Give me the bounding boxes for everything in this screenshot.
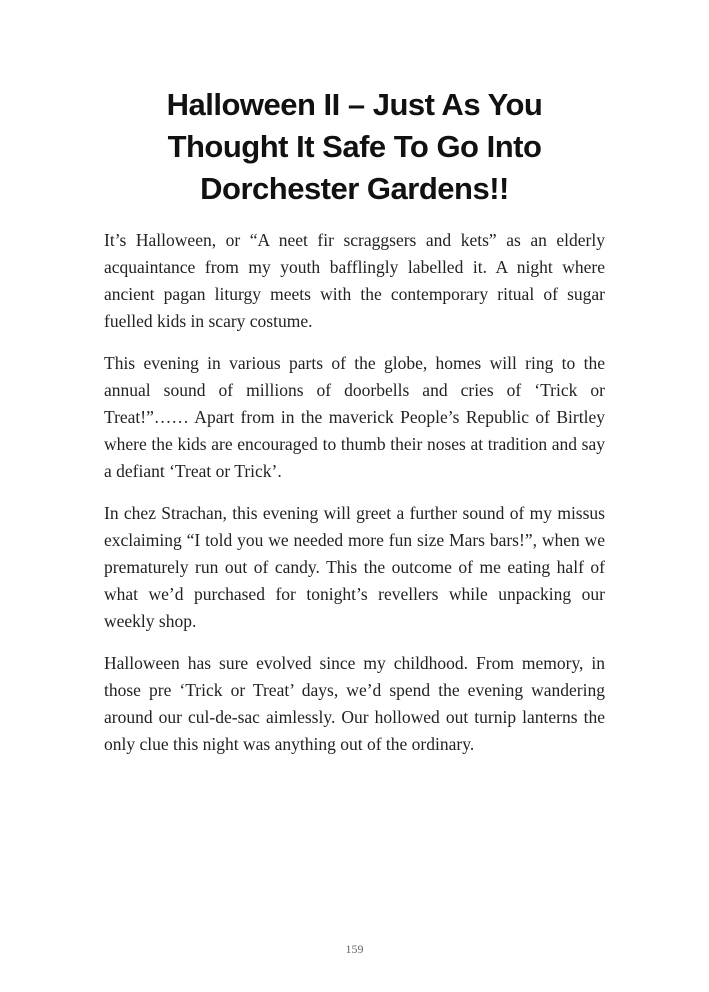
chapter-title: Halloween II – Just As You Thought It Safe To Go Into Dorchester Gardens!! (166, 87, 543, 206)
paragraph-3: In chez Strachan, this evening will greet a further sound of my missus exclaiming “I told you we needed more fun size Mars bars!”, when we prematurely run out of candy. This the outcome of me eating half of what we’d purchased for tonight’s revellers while unpacking our weekly shop. (104, 503, 605, 631)
paragraph-2: This evening in various parts of the globe, homes will ring to the annual sound of millions of doorbells and cries of ‘Trick or Treat!”…… Apart from in the maverick People’s Republic of Birtley where the kids are encouraged to thumb their noses at tradition and say a defiant ‘Treat or Trick’. (104, 353, 605, 481)
paragraph-4: Halloween has sure evolved since my childhood. From memory, in those pre ‘Trick or Treat’ days, we’d spend the evening wandering around our cul-de-sac aimlessly. Our hollowed out turnip lanterns the only clue this night was anything out of the ordinary. (104, 653, 605, 754)
chapter-body (104, 227, 605, 773)
page-number: 159 (345, 942, 364, 956)
paragraph-1: It’s Halloween, or “A neet fir scraggsers and kets” as an elderly acquaintance from my youth bafflingly labelled it. A night where ancient pagan liturgy meets with the contemporary ritual of sugar fuelled kids in scary costume. (104, 230, 605, 331)
